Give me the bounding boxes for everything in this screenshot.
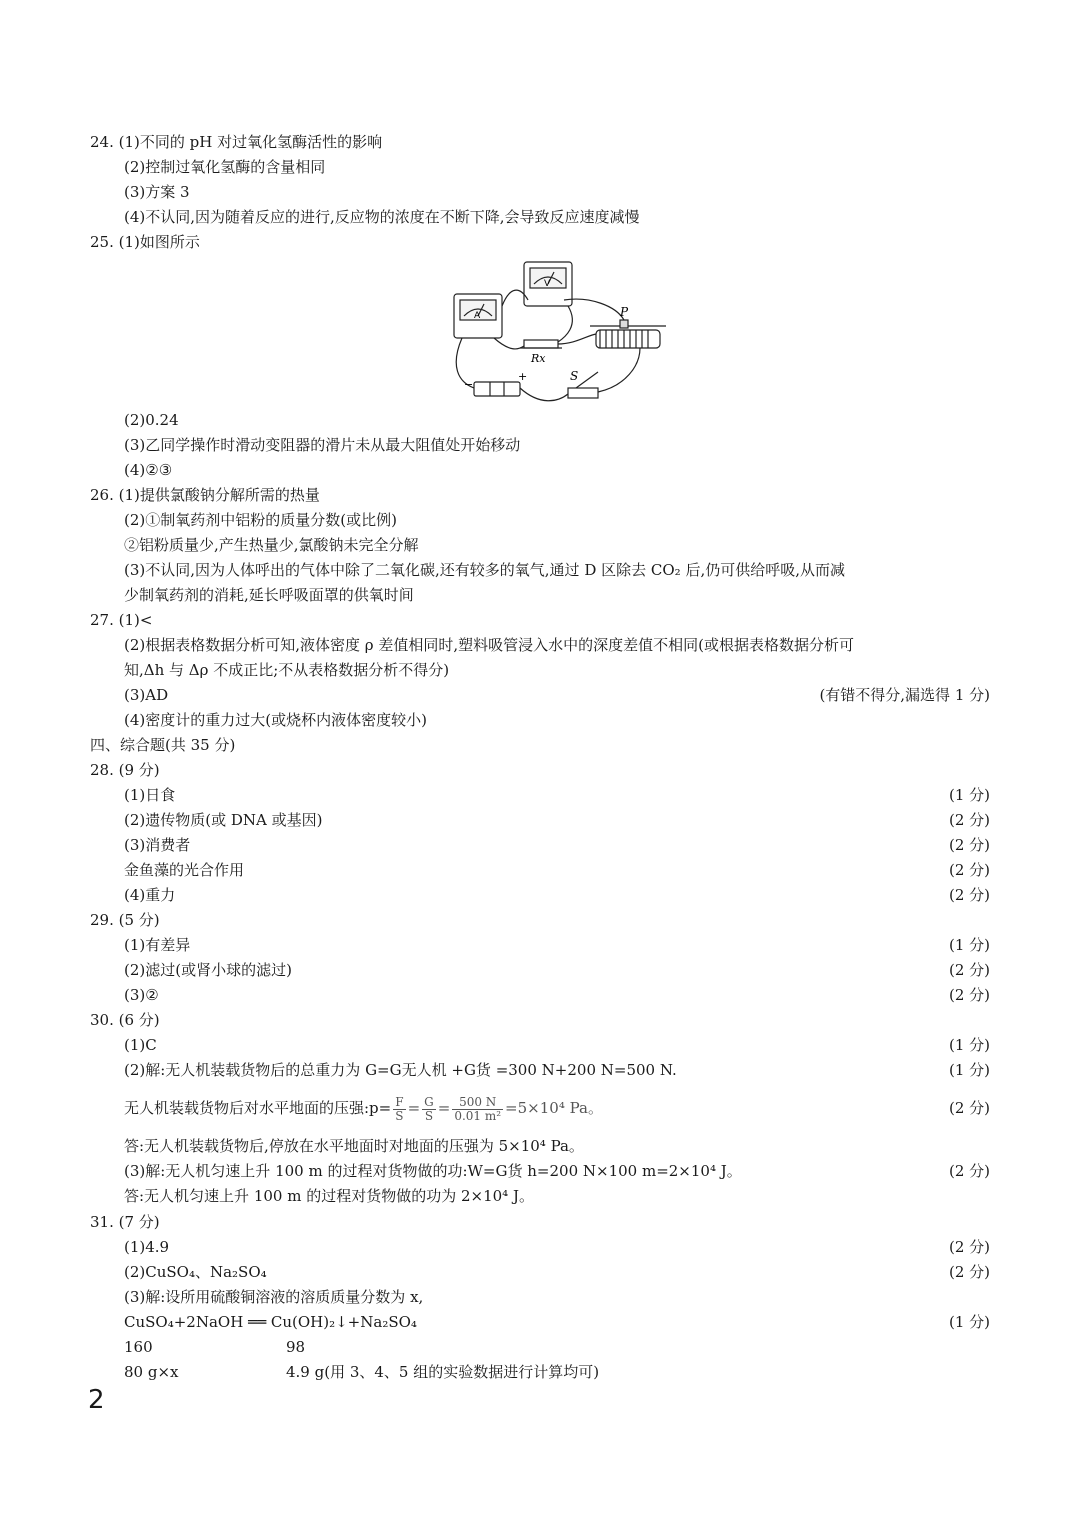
q31-3: (3)解:设所用硫酸铜溶液的溶质质量分数为 x, <box>124 1288 424 1306</box>
q29-1 <box>124 933 990 958</box>
fraction-denominator: S <box>424 1108 434 1123</box>
q28-2 <box>124 808 990 833</box>
q29-3 <box>124 983 990 1008</box>
q28-3-text: (3)消费者 <box>124 836 191 854</box>
q25-line2: (2)0.24 <box>124 411 179 429</box>
q29-3-points: (2 分) <box>948 986 990 1004</box>
ammeter-label: A <box>474 311 481 321</box>
q30-2-points: (1 分) <box>948 1061 990 1079</box>
fraction-g-over-s <box>422 1096 436 1123</box>
q31-1-points: (2 分) <box>948 1238 990 1256</box>
q31-mass-cuoh2: 98 <box>286 1338 306 1356</box>
q29-2-points: (2 分) <box>948 961 990 979</box>
q28-4-text: (4)重力 <box>124 886 176 904</box>
q30-2b-points: (2 分) <box>948 1099 990 1117</box>
q28-3b-text: 金鱼藻的光合作用 <box>124 861 245 879</box>
q29-2 <box>124 958 990 983</box>
voltmeter-label: V <box>544 279 551 289</box>
q28-3b-points: (2 分) <box>948 861 990 879</box>
q31-heading: 31. (7 分) <box>90 1213 160 1231</box>
fraction-denominator: S <box>395 1108 404 1123</box>
q28-1-points: (1 分) <box>948 786 990 804</box>
q26-line2: (2)①制氧药剂中铝粉的质量分数(或比例) <box>124 511 397 529</box>
q31-equation-points: (1 分) <box>948 1313 990 1331</box>
q28-3 <box>124 833 990 858</box>
q30-1-points: (1 分) <box>948 1036 990 1054</box>
q29-1-points: (1 分) <box>948 936 990 954</box>
q24-line1: 24. (1)不同的 pH 对过氧化氢酶活性的影响 <box>90 133 383 151</box>
q31-1-text: (1)4.9 <box>124 1238 170 1256</box>
q30-3b: 答:无人机匀速上升 100 m 的过程对货物做的功为 2×10⁴ J。 <box>124 1187 534 1205</box>
equals-sign: = <box>407 1099 421 1117</box>
equals-sign: = <box>437 1099 451 1117</box>
q29-3-text: (3)② <box>124 986 159 1004</box>
q31-ratio-left: 80 g×x <box>124 1363 179 1381</box>
q26-line4: (3)不认同,因为人体呼出的气体中除了二氧化碳,还有较多的氧气,通过 D 区除去 CO₂ 后,仍可供给呼吸,从而减 <box>124 561 845 579</box>
rx-label: Rx <box>531 352 546 365</box>
q28-2-text: (2)遗传物质(或 DNA 或基因) <box>124 811 323 829</box>
q31-equation-text: CuSO₄+2NaOH ══ Cu(OH)₂↓+Na₂SO₄ <box>124 1313 417 1331</box>
q30-1-text: (1)C <box>124 1036 157 1054</box>
q31-1 <box>124 1235 990 1260</box>
q28-2-points: (2 分) <box>948 811 990 829</box>
q27-3-answer: (3)AD <box>124 686 169 704</box>
q29-heading: 29. (5 分) <box>90 911 160 929</box>
q28-4 <box>124 883 990 908</box>
q29-1-text: (1)有差异 <box>124 936 191 954</box>
q25-line4: (4)②③ <box>124 461 173 479</box>
q30-2-text: (2)解:无人机装载货物后的总重力为 G=G无人机 +G货 =300 N+200 N=500 N. <box>124 1061 677 1079</box>
q29-2-text: (2)滤过(或肾小球的滤过) <box>124 961 292 979</box>
q31-2-text: (2)CuSO₄、Na₂SO₄ <box>124 1263 267 1281</box>
fraction-500n-over-area <box>452 1096 503 1123</box>
q27-line2: (2)根据表格数据分析可知,液体密度 ρ 差值相同时,塑料吸管浸入水中的深度差值不相同(或根据表格数据分析可 <box>124 636 854 654</box>
fraction-numerator: 500 N <box>452 1096 503 1110</box>
q30-2b <box>124 1088 990 1128</box>
q27-line4 <box>124 683 990 708</box>
p-label: P <box>620 305 629 319</box>
q30-heading: 30. (6 分) <box>90 1011 160 1029</box>
q27-line1: 27. (1)< <box>90 611 153 629</box>
q31-molar-masses <box>124 1335 990 1360</box>
section-4-heading: 四、综合题(共 35 分) <box>90 736 236 754</box>
q30-3-text: (3)解:无人机匀速上升 100 m 的过程对货物做的功:W=G货 h=200 N×100 m=2×10⁴ J。 <box>124 1162 742 1180</box>
battery-minus-label: − <box>464 378 474 391</box>
q30-2 <box>124 1058 990 1083</box>
s-label: S <box>570 369 579 383</box>
page-number: 2 <box>88 1385 105 1415</box>
q30-3-points: (2 分) <box>948 1162 990 1180</box>
q28-3-points: (2 分) <box>948 836 990 854</box>
q24-line4: (4)不认同,因为随着反应的进行,反应物的浓度在不断下降,会导致反应速度减慢 <box>124 208 640 226</box>
q25-line1: 25. (1)如图所示 <box>90 233 200 251</box>
q31-ratio <box>124 1360 990 1385</box>
circuit-diagram <box>440 256 670 406</box>
q28-4-points: (2 分) <box>948 886 990 904</box>
q31-2-points: (2 分) <box>948 1263 990 1281</box>
q26-line3: ②铝粉质量少,产生热量少,氯酸钠未完全分解 <box>124 536 419 554</box>
q30-3 <box>124 1159 990 1184</box>
q26-line1: 26. (1)提供氯酸钠分解所需的热量 <box>90 486 320 504</box>
q30-2c: 答:无人机装载货物后,停放在水平地面时对地面的压强为 5×10⁴ Pa。 <box>124 1137 584 1155</box>
q30-2b-prefix: 无人机装载货物后对水平地面的压强:p= <box>124 1099 392 1117</box>
q27-line5: (4)密度计的重力过大(或烧杯内液体密度较小) <box>124 711 427 729</box>
q27-3-note: (有错不得分,漏选得 1 分) <box>819 686 990 704</box>
q30-1 <box>124 1033 990 1058</box>
q31-2 <box>124 1260 990 1285</box>
q26-line5: 少制氧药剂的消耗,延长呼吸面罩的供氧时间 <box>124 586 414 604</box>
fraction-denominator: 0.01 m² <box>454 1108 502 1123</box>
q28-3b <box>124 858 990 883</box>
fraction-f-over-s <box>393 1096 405 1123</box>
q31-equation <box>124 1310 990 1335</box>
q28-1-text: (1)日食 <box>124 786 176 804</box>
q28-1 <box>124 783 990 808</box>
q27-line3: 知,Δh 与 Δρ 不成正比;不从表格数据分析不得分) <box>124 661 450 679</box>
q30-2b-result: =5×10⁴ Pa。 <box>505 1099 603 1117</box>
q31-mass-cuso4: 160 <box>124 1338 153 1356</box>
q28-heading: 28. (9 分) <box>90 761 160 779</box>
q25-line3: (3)乙同学操作时滑动变阻器的滑片未从最大阻值处开始移动 <box>124 436 521 454</box>
q24-line3: (3)方案 3 <box>124 183 190 201</box>
q31-ratio-right: 4.9 g(用 3、4、5 组的实验数据进行计算均可) <box>286 1363 600 1381</box>
fraction-numerator: G <box>424 1094 434 1109</box>
battery-plus-label: + <box>518 370 528 383</box>
q24-line2: (2)控制过氧化氢酶的含量相同 <box>124 158 326 176</box>
fraction-numerator: F <box>395 1094 404 1109</box>
